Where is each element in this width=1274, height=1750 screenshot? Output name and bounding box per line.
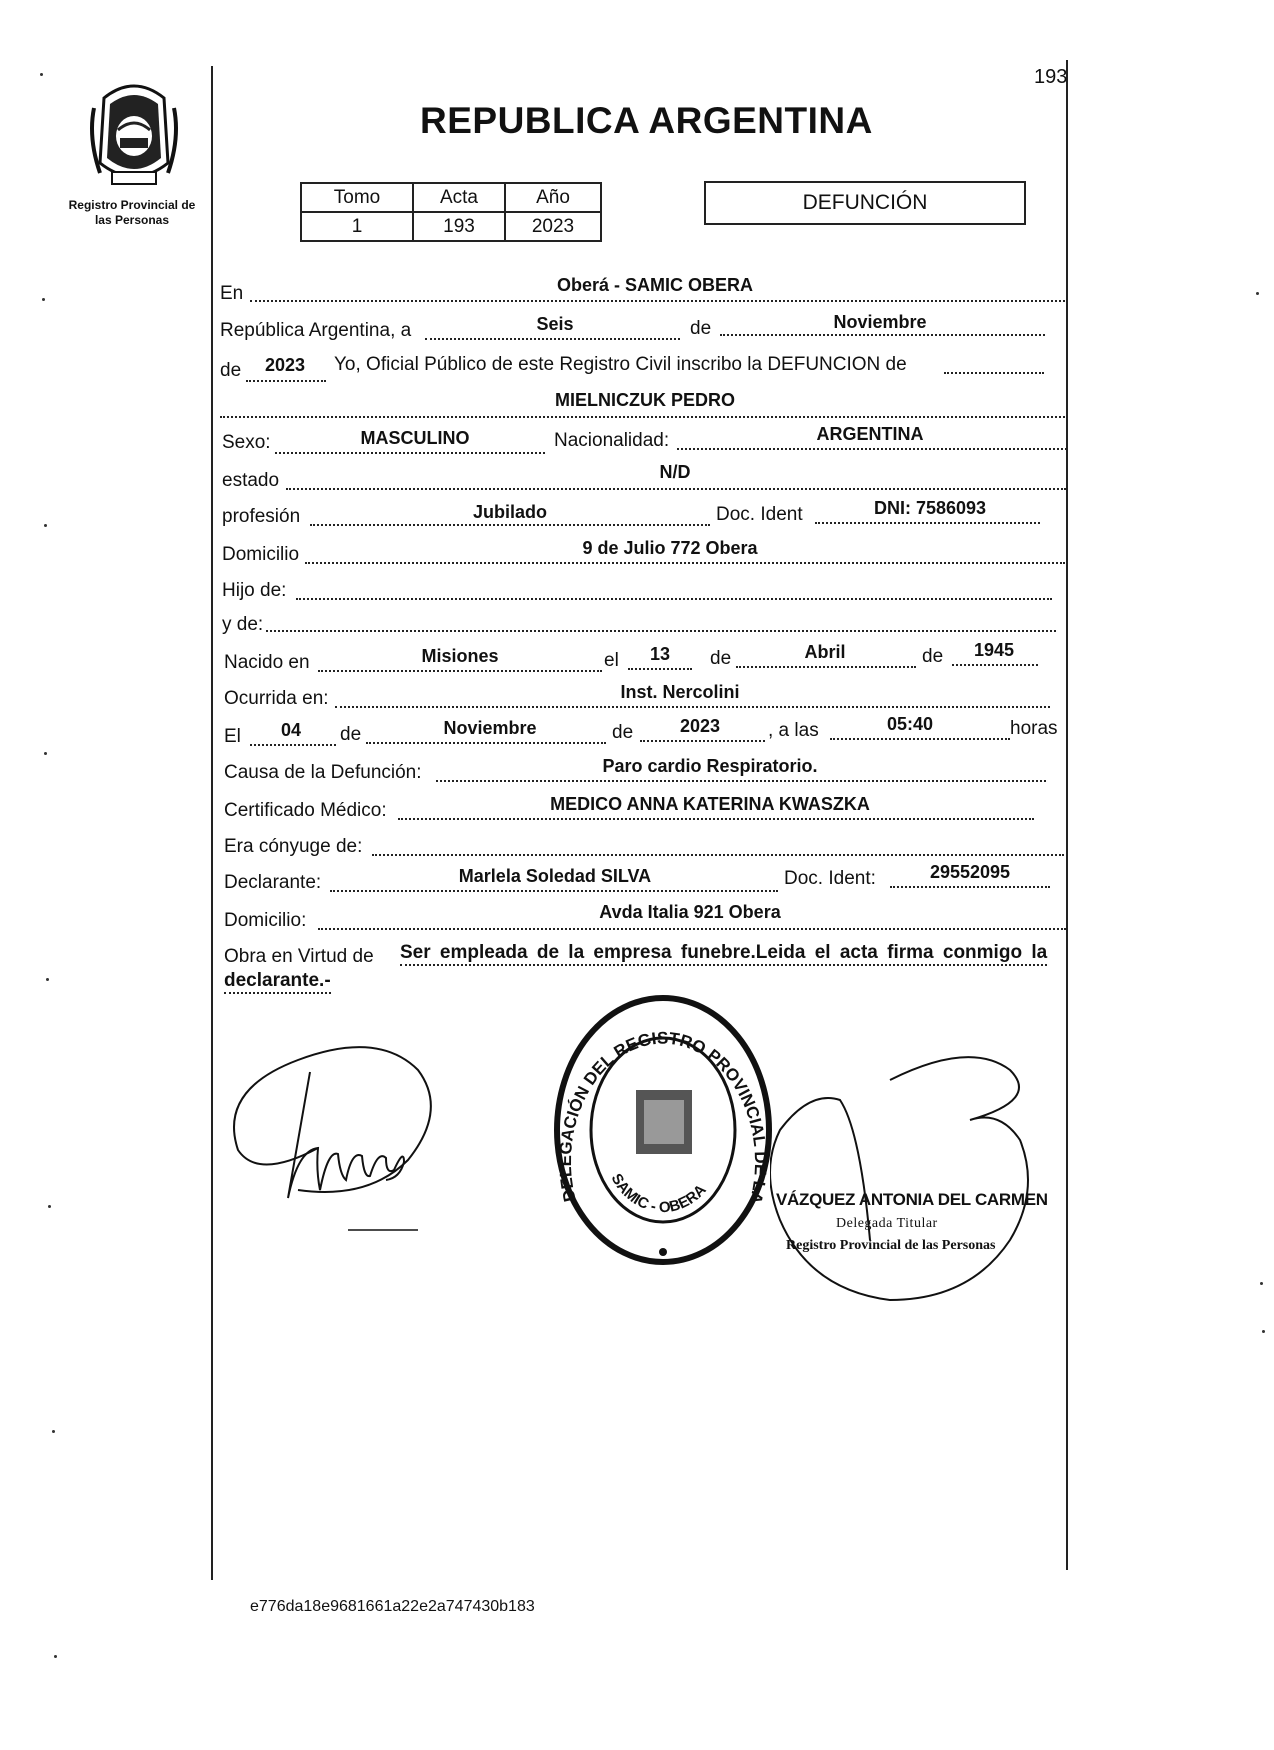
estado-value: N/D	[659, 462, 691, 482]
death-day-value: 04	[280, 720, 302, 740]
table-header: Tomo	[301, 183, 413, 212]
declarant-signature	[228, 1030, 468, 1240]
nacido-label: Nacido en	[224, 652, 310, 673]
declarante-label: Declarante:	[224, 872, 322, 893]
dotted-line	[250, 300, 1065, 302]
month-value: Noviembre	[833, 312, 927, 332]
profesion-label: profesión	[222, 506, 301, 527]
obra-label: Obra en Virtud de	[224, 946, 374, 967]
table-cell: 193	[413, 212, 505, 241]
scan-speck	[42, 298, 45, 301]
de-label: de	[340, 724, 362, 745]
domicilio-value: 9 de Julio 772 Obera	[582, 538, 758, 558]
causa-value: Paro cardio Respiratorio.	[602, 756, 818, 776]
place-value: Oberá - SAMIC OBERA	[556, 275, 754, 295]
conyuge-label: Era cónyuge de:	[224, 836, 363, 857]
causa-label: Causa de la Defunción:	[224, 762, 422, 783]
page-number: 193	[1034, 66, 1068, 88]
dotted-line	[250, 744, 336, 746]
el-label: el	[604, 650, 619, 671]
el2-label: El	[224, 726, 241, 747]
dotted-line	[286, 488, 1066, 490]
right-margin-line	[1066, 60, 1068, 1570]
dotted-line	[720, 334, 1045, 336]
dotted-line	[736, 666, 916, 668]
ocurrida-label: Ocurrida en:	[224, 688, 329, 709]
dotted-line	[425, 338, 680, 340]
sexo-value: MASCULINO	[360, 428, 470, 448]
scan-speck	[44, 524, 47, 527]
en-label: En	[220, 283, 244, 304]
profesion-value: Jubilado	[472, 502, 547, 522]
official-office: Registro Provincial de las Personas	[786, 1238, 996, 1253]
dotted-line	[830, 738, 1010, 740]
dotted-line	[628, 668, 692, 670]
certificado-label: Certificado Médico:	[224, 800, 387, 821]
dotted-line	[640, 740, 765, 742]
doc2-label: Doc. Ident:	[784, 868, 876, 889]
official-title: Delegada Titular	[836, 1216, 938, 1231]
de-label: de	[612, 722, 634, 743]
domicilio2-value: Avda Italia 921 Obera	[599, 902, 781, 922]
day-value: Seis	[536, 314, 574, 334]
doc-value: DNI: 7586093	[873, 498, 987, 518]
republica-label: República Argentina, a	[220, 320, 412, 341]
table-cell: 2023	[505, 212, 601, 241]
nacionalidad-label: Nacionalidad:	[554, 430, 670, 451]
de-label: de	[922, 646, 944, 667]
registry-table	[300, 182, 602, 242]
scan-speck	[1260, 1282, 1263, 1285]
year-value: 2023	[264, 355, 306, 375]
dotted-line	[305, 562, 1065, 564]
de-label: de	[220, 360, 242, 381]
horas-label: horas	[1010, 718, 1058, 739]
sexo-label: Sexo:	[222, 432, 271, 453]
death-month-value: Noviembre	[443, 718, 537, 738]
deceased-name: MIELNICZUK PEDRO	[555, 390, 735, 410]
seal-inner-text: SAMIC - OBERA	[607, 1170, 710, 1217]
dotted-line	[372, 854, 1064, 856]
dotted-line	[952, 664, 1038, 666]
alas-label: , a las	[768, 720, 819, 741]
obra-text-1: Ser empleada de la empresa funebre.Leida el acta firma conmigo la	[400, 942, 1047, 966]
death-year-value: 2023	[679, 716, 721, 736]
page-title: REPUBLICA ARGENTINA	[420, 100, 873, 141]
declarante-value: Marlela Soledad SILVA	[458, 866, 652, 886]
scan-speck	[46, 978, 49, 981]
dotted-line	[398, 818, 1034, 820]
scan-speck	[48, 1205, 51, 1208]
de-label: de	[710, 648, 732, 669]
province-emblem	[84, 78, 184, 190]
birth-month-value: Abril	[804, 642, 846, 662]
nacionalidad-value: ARGENTINA	[816, 424, 924, 444]
doc2-value: 29552095	[929, 862, 1011, 882]
hijo-label: Hijo de:	[222, 580, 287, 601]
scan-speck	[52, 1430, 55, 1433]
dotted-line	[330, 890, 778, 892]
estado-label: estado	[222, 470, 280, 491]
document-hash: e776da18e9681661a22e2a747430b183	[250, 1598, 535, 1615]
scan-speck	[54, 1655, 57, 1658]
birth-year-value: 1945	[973, 640, 1015, 660]
table-header: Año	[505, 183, 601, 212]
table-cell: 1	[301, 212, 413, 241]
dotted-line	[246, 380, 326, 382]
domicilio-label: Domicilio	[222, 544, 300, 565]
officer-text: Yo, Oficial Público de este Registro Civil inscribo la DEFUNCION de	[334, 354, 907, 375]
official-seal	[548, 990, 778, 1270]
scan-speck	[1262, 1330, 1265, 1333]
yde-label: y de:	[222, 614, 264, 635]
dotted-line	[366, 742, 606, 744]
dotted-line	[318, 928, 1066, 930]
dotted-line	[275, 452, 545, 454]
obra-text-2: declarante.-	[224, 970, 331, 994]
dotted-line	[318, 670, 602, 672]
scan-speck	[44, 752, 47, 755]
dotted-line	[296, 598, 1052, 600]
de-label: de	[690, 318, 712, 339]
death-time-value: 05:40	[886, 714, 934, 734]
dotted-line	[220, 416, 1065, 418]
dotted-line	[436, 780, 1046, 782]
certificado-value: MEDICO ANNA KATERINA KWASZKA	[550, 794, 870, 814]
dotted-line	[335, 706, 1050, 708]
dotted-line	[677, 448, 1067, 450]
domicilio2-label: Domicilio:	[224, 910, 307, 931]
registry-label: Registro Provincial de las Personas	[68, 198, 196, 227]
svg-text:SAMIC - OBERA	[608, 1171, 710, 1216]
left-margin-line	[211, 66, 213, 1580]
scan-speck	[40, 73, 43, 76]
birth-day-value: 13	[649, 644, 671, 664]
nacido-value: Misiones	[421, 646, 499, 666]
dotted-line	[815, 522, 1040, 524]
seal-outer-text: DELEGACIÓN DEL REGISTRO PROVINCIAL DE LA	[555, 1028, 771, 1206]
record-type-box: DEFUNCIÓN	[704, 181, 1026, 225]
doc-label: Doc. Ident	[716, 504, 803, 525]
dotted-line	[944, 372, 1044, 374]
dotted-line	[266, 630, 1056, 632]
ocurrida-value: Inst. Nercolini	[620, 682, 740, 702]
official-name: VÁZQUEZ ANTONIA DEL CARMEN	[776, 1190, 1048, 1209]
dotted-line	[890, 886, 1050, 888]
scan-speck	[1256, 292, 1259, 295]
dotted-line	[310, 524, 710, 526]
table-header: Acta	[413, 183, 505, 212]
